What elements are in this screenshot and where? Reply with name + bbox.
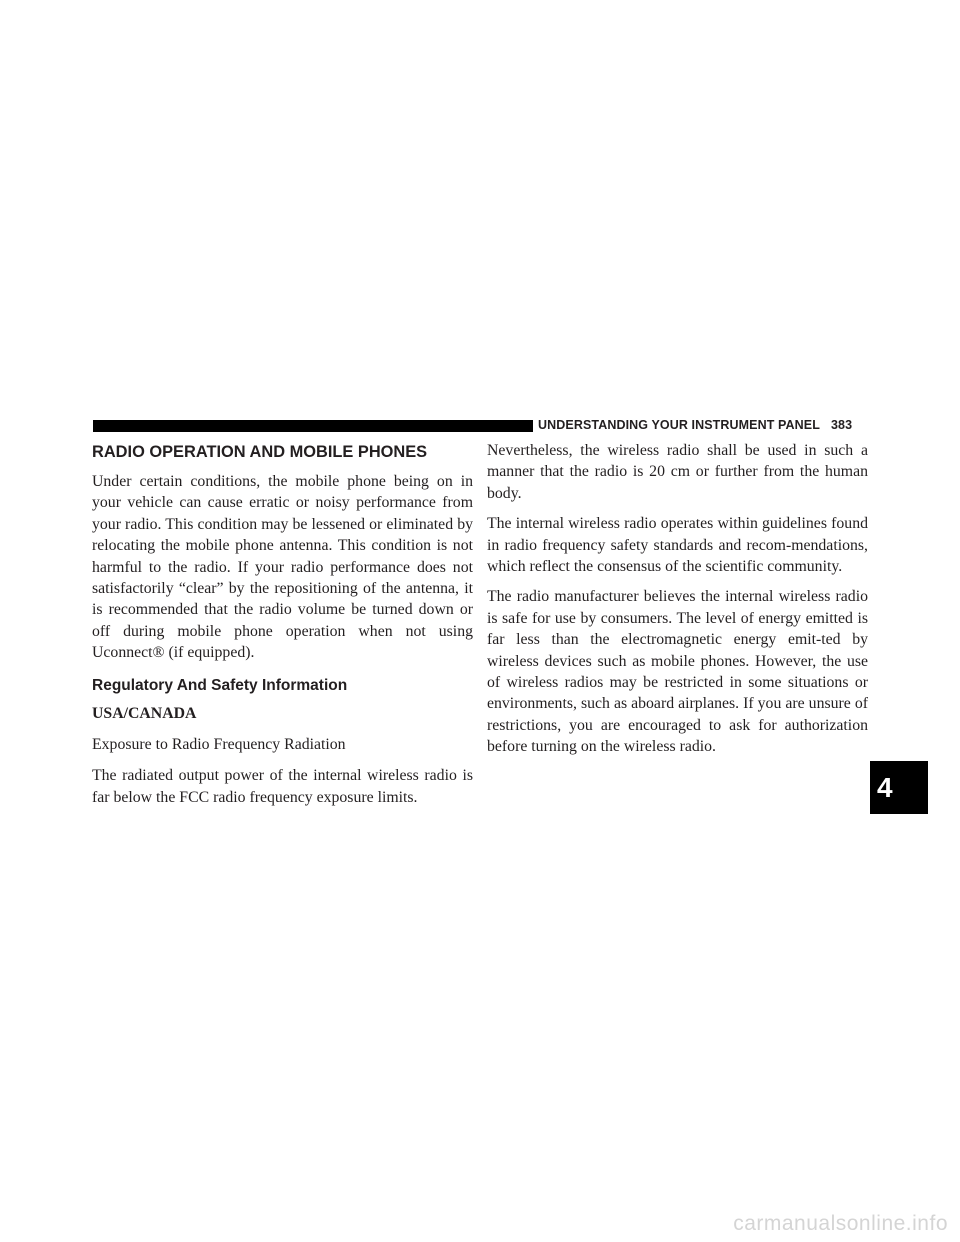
running-header [538,415,868,435]
chapter-tab: 4 [870,761,928,814]
header-rule [93,420,533,432]
section-heading: RADIO OPERATION AND MOBILE PHONES [92,443,428,461]
paragraph-mobile-phone-interference: Under certain conditions, the mobile phone being on in your vehicle can cause erratic or noisy performance from your radio. This condition may be lessened or eliminated by relocating the mobile phone antenna. This condition is not harmful to the radio. If your radio performance does not satisfactorily “clear” by the repositioning of the antenna, it is recommended that the radio volume be turned down or off during mobile phone operation when not using Uconnect® (if equipped). [92,473,473,662]
exposure-title: Exposure to Radio Frequency Radiation [92,736,346,754]
region-label: USA/CANADA [92,704,197,722]
right-column [487,440,868,767]
subheading-regulatory: Regulatory And Safety Information [92,676,348,694]
paragraph-distance: Nevertheless, the wireless radio shall be used in such a manner that the radio is 20 cm or further from the human body. [487,442,868,502]
left-column [92,440,473,818]
section-title: UNDERSTANDING YOUR INSTRUMENT PANEL [538,418,820,432]
paragraph-radiated-power: The radiated output power of the internal wireless radio is far below the FCC radio frequency exposure limits. [92,767,473,806]
page-number: 383 [830,418,853,432]
paragraph-guidelines: The internal wireless radio operates within guidelines found in radio frequency safety standards and recom-mendations, which reflect the consensus of the scientific community. [487,515,868,576]
paragraph-manufacturer: The radio manufacturer believes the internal wireless radio is safe for use by consumers. The level of energy emitted is far less than the electromagnetic energy emit-ted by wireless devices such as mobile phones. However, the use of wireless radios may be restricted in some situations or environments, such as aboard airplanes. If you are unsure of restrictions, you are encouraged to ask for authorization before turning on the wireless radio. [487,588,868,756]
watermark: carmanualsonline.info [733,1212,948,1235]
